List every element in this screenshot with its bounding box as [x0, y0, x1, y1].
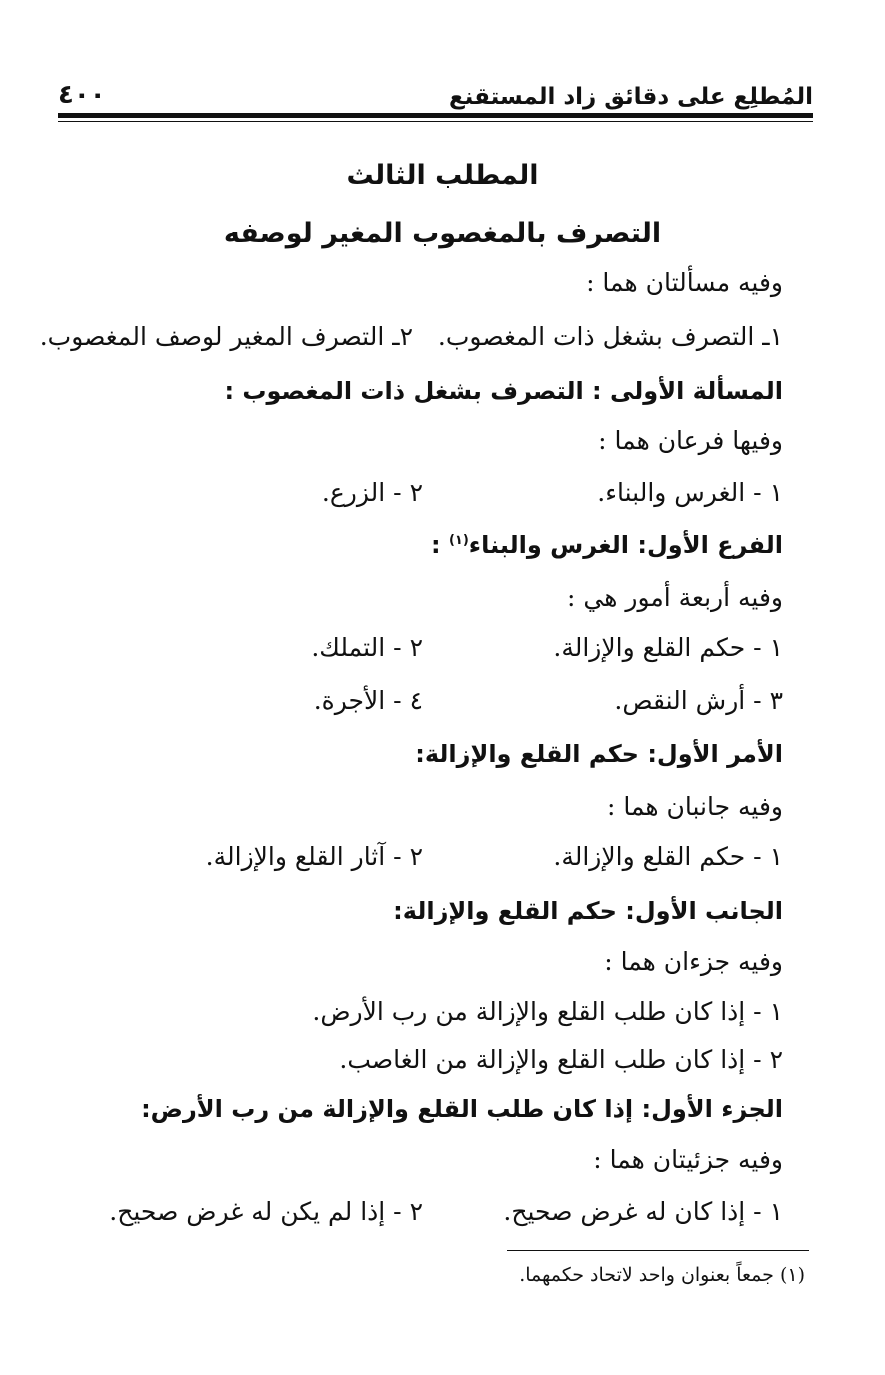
- part1-intro: وفيه جزئيتان هما :: [593, 1145, 783, 1174]
- page-header: [58, 74, 813, 110]
- header-rule-thick: [58, 113, 813, 118]
- footnote-rule: [507, 1250, 809, 1251]
- section-title: المطلب الثالث: [346, 160, 539, 191]
- issue1-item-1: ١ - الغرس والبناء.: [597, 478, 783, 507]
- branch1-item-3: ٣ - أرش النقص.: [614, 686, 783, 715]
- matter1-intro: وفيه جانبان هما :: [606, 792, 783, 821]
- footnote: (١) جمعاً بعنوان واحد لاتحاد حكمهما.: [519, 1264, 805, 1286]
- branch1-heading-line: [80, 531, 783, 559]
- footnote-ref: (١): [448, 533, 469, 548]
- side1-item-2: ٢ - إذا كان طلب القلع والإزالة من الغاصب.: [339, 1045, 783, 1074]
- page-number: ٤٠٠: [58, 80, 106, 110]
- issue-item-2: ٢ـ التصرف المغير لوصف المغصوب.: [39, 322, 413, 351]
- branch1-heading: الفرع الأول: الغرس والبناء: [468, 531, 783, 559]
- issue1-heading: المسألة الأولى : التصرف بشغل ذات المغصوب :: [224, 377, 783, 405]
- issue1-intro: وفيها فرعان هما :: [598, 426, 783, 455]
- matter1-item-2: ٢ - آثار القلع والإزالة.: [205, 842, 423, 871]
- issue1-item-2: ٢ - الزرع.: [321, 478, 423, 507]
- branch1-item-2: ٢ - التملك.: [311, 633, 423, 662]
- part1-item-2: ٢ - إذا لم يكن له غرض صحيح.: [109, 1197, 423, 1226]
- branch1-item-1: ١ - حكم القلع والإزالة.: [553, 633, 783, 662]
- part1-heading: الجزء الأول: إذا كان طلب القلع والإزالة من رب الأرض:: [141, 1095, 783, 1123]
- side1-item-1: ١ - إذا كان طلب القلع والإزالة من رب الأرض.: [312, 997, 783, 1026]
- intro-text: وفيه مسألتان هما :: [586, 268, 783, 297]
- side1-heading: الجانب الأول: حكم القلع والإزالة:: [393, 897, 783, 925]
- issue-item-1: ١ـ التصرف بشغل ذات المغصوب.: [437, 322, 783, 351]
- side1-intro: وفيه جزءان هما :: [604, 947, 783, 976]
- branch1-intro: وفيه أربعة أمور هي :: [567, 583, 783, 612]
- header-rule-thin: [58, 121, 813, 122]
- matter1-heading: الأمر الأول: حكم القلع والإزالة:: [415, 740, 783, 768]
- branch1-item-4: ٤ - الأجرة.: [313, 686, 423, 715]
- running-title: المُطلِع على دقائق زاد المستقنع: [448, 84, 813, 110]
- branch1-heading-end: :: [431, 531, 449, 559]
- section-subtitle: التصرف بالمغصوب المغير لوصفه: [223, 218, 662, 249]
- matter1-item-1: ١ - حكم القلع والإزالة.: [553, 842, 783, 871]
- part1-item-1: ١ - إذا كان له غرض صحيح.: [503, 1197, 783, 1226]
